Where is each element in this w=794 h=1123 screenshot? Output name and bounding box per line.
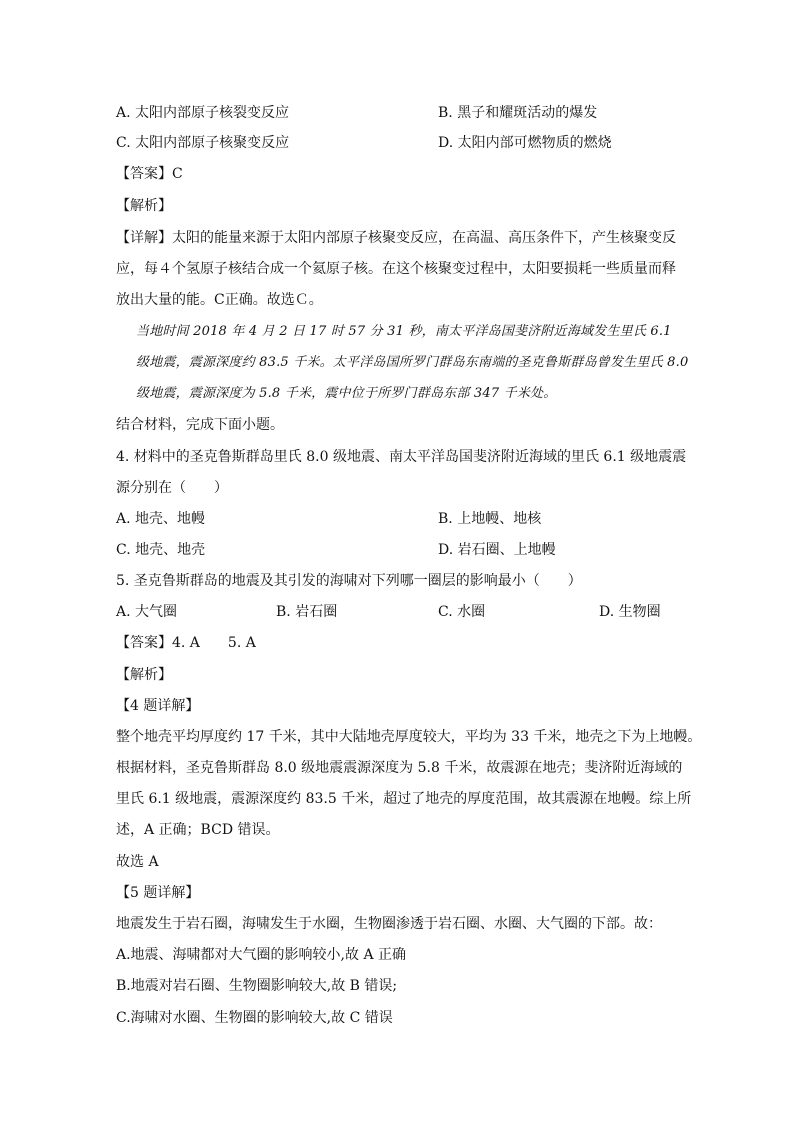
- material-line-3: 级地震，震源深度为 5.8 千米，震中位于所罗门群岛东部 347 千米处。: [136, 386, 557, 401]
- q3-answer: [116, 164, 183, 184]
- q3-detail-line-3: 放出大量的能。C正确。故选Ｃ。: [116, 292, 323, 308]
- q5-option-c: C. 水圈: [438, 604, 486, 620]
- q5-option-a: A. 大气圈: [116, 604, 178, 620]
- q4-stem-line-1: 4. 材料中的圣克鲁斯群岛里氏 8.0 级地震、南太平洋岛国斐济附近海域的里氏 6.1 级地震震: [116, 449, 687, 465]
- q3-option-b: B. 黑子和耀斑活动的爆发: [438, 105, 598, 121]
- q3-detail-line-1: 【详解】太阳的能量来源于太阳内部原子核聚变反应，在高温、高压条件下，产生核聚变反: [116, 230, 676, 246]
- q4-detail-tag: 【4 题详解】: [116, 698, 200, 714]
- q5-detail-tag: 【5 题详解】: [116, 885, 200, 901]
- q3-detail-line-2: 应，每４个氢原子核结合成一个氦原子核。在这个核聚变过程中，太阳要损耗一些质量而释: [116, 261, 676, 277]
- q3-analysis-tag: 【解析】: [116, 198, 172, 214]
- q5-option-b: B. 岩石圈: [276, 604, 338, 620]
- q3-option-d: D. 太阳内部可燃物质的燃烧: [438, 135, 612, 151]
- answer-tag: 【答案】: [116, 166, 172, 182]
- q4-option-b: B. 上地幔、地核: [438, 511, 542, 527]
- q4-detail-line-5: 故选 A: [116, 854, 159, 870]
- q4-option-c: C. 地壳、地壳: [116, 542, 206, 558]
- q5-stem: 5. 圣克鲁斯群岛的地震及其引发的海啸对下列哪一圈层的影响最小（ ）: [116, 573, 582, 589]
- q4-detail-line-4: 述，A 正确；BCD 错误。: [116, 822, 280, 838]
- q5-detail-line-2: A.地震、海啸都对大气圈的影响较小,故 A 正确: [116, 947, 407, 963]
- q5-option-d: D. 生物圈: [599, 604, 661, 620]
- q45-answer: [116, 633, 256, 653]
- q5-detail-line-3: B.地震对岩石圈、生物圈影响较大,故 B 错误;: [116, 978, 398, 994]
- answer-tag: 【答案】: [116, 635, 172, 651]
- q4-stem-line-2: 源分别在（ ）: [116, 480, 228, 496]
- material-line-1: 当地时间 2018 年 4 月 2 日 17 时 57 分 31 秒，南太平洋岛国斐济附近海域发生里氏 6.1: [136, 324, 672, 339]
- q4-option-d: D. 岩石圈、上地幔: [438, 542, 556, 558]
- q4-detail-line-2: 根据材料，圣克鲁斯群岛 8.0 级地震震源深度为 5.8 千米，故震源在地壳；斐济附近海域的: [116, 760, 683, 776]
- q3-option-a: A. 太阳内部原子核裂变反应: [116, 105, 290, 121]
- q45-analysis-tag: 【解析】: [116, 667, 172, 683]
- material-instruction: 结合材料，完成下面小题。: [116, 417, 284, 433]
- answer-value: C: [172, 166, 183, 182]
- q3-option-c: C. 太阳内部原子核聚变反应: [116, 135, 290, 151]
- q4-detail-line-1: 整个地壳平均厚度约 17 千米，其中大陆地壳厚度较大，平均为 33 千米，地壳之下为上地幔。: [116, 729, 702, 745]
- q5-detail-line-1: 地震发生于岩石圈，海啸发生于水圈，生物圈渗透于岩石圈、水圈、大气圈的下部。故：: [116, 916, 662, 932]
- answer-value: 4. A 5. A: [172, 635, 256, 651]
- material-line-2: 级地震，震源深度约 83.5 千米。太平洋岛国所罗门群岛东南端的圣克鲁斯群岛曾发生里氏 8.0: [136, 355, 689, 370]
- detail-tag: 【详解】: [116, 230, 172, 246]
- q5-detail-line-4: C.海啸对水圈、生物圈的影响较大,故 C 错误: [116, 1010, 393, 1026]
- q4-option-a: A. 地壳、地幔: [116, 511, 206, 527]
- q4-detail-line-3: 里氏 6.1 级地震，震源深度约 83.5 千米，超过了地壳的厚度范围，故其震源在地幔。综上所: [116, 791, 692, 807]
